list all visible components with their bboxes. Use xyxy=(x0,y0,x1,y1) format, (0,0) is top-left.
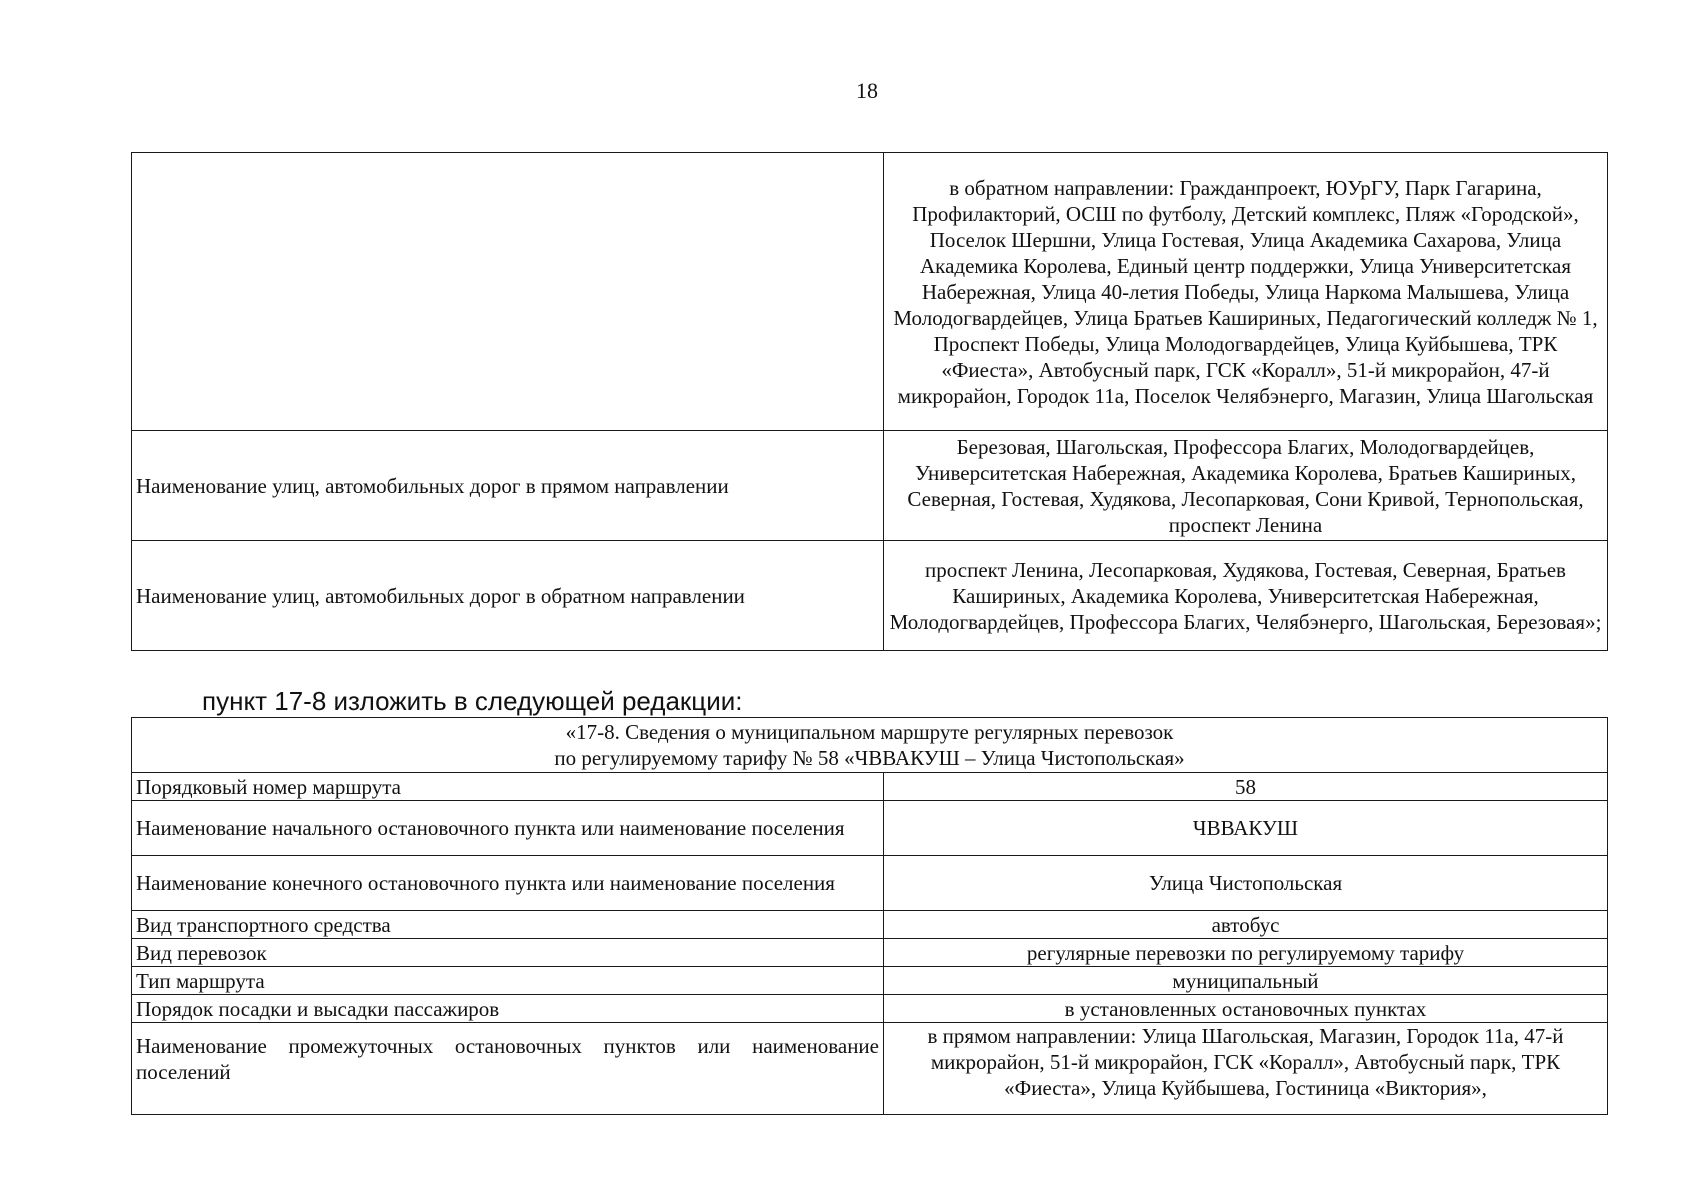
reverse-streets-label: Наименование улиц, автомобильных дорог в обратном направлении xyxy=(132,541,884,651)
amendment-instruction: пункт 17-8 изложить в следующей редакции: xyxy=(202,686,743,716)
route-type-value: муниципальный xyxy=(884,967,1608,995)
page-number: 18 xyxy=(856,78,878,103)
title-line-1: «17-8. Сведения о муниципальном маршруте регулярных перевозок xyxy=(565,720,1174,744)
route-streets-table xyxy=(131,152,1608,651)
table-row xyxy=(132,773,1608,801)
intermediate-stops-label xyxy=(132,1023,884,1115)
start-stop-label xyxy=(132,801,884,856)
empty-label-cell xyxy=(132,153,884,431)
start-stop-label-text: Наименование начального остановочного пункта или наименование поселения xyxy=(136,816,845,840)
route-type-label: Тип маршрута xyxy=(132,967,884,995)
transport-kind-value: регулярные перевозки по регулируемому тарифу xyxy=(884,939,1608,967)
end-stop-value: Улица Чистопольская xyxy=(884,856,1608,911)
table-row xyxy=(132,431,1608,541)
route-number-label: Порядковый номер маршрута xyxy=(132,773,884,801)
forward-streets-label: Наименование улиц, автомобильных дорог в прямом направлении xyxy=(132,431,884,541)
vehicle-type-label: Вид транспортного средства xyxy=(132,911,884,939)
end-stop-label xyxy=(132,856,884,911)
end-stop-label-text: Наименование конечного остановочного пункта или наименование поселения xyxy=(136,871,835,895)
title-line-2: по регулируемому тарифу № 58 «ЧВВАКУШ – Улица Чистопольская» xyxy=(554,746,1185,770)
intermediate-stops-label-text: Наименование промежуточных остановочных пунктов или наименование поселений xyxy=(136,1034,879,1084)
boarding-order-value: в установленных остановочных пунктах xyxy=(884,995,1608,1023)
reverse-stops-cell: в обратном направлении: Гражданпроект, ЮУрГУ, Парк Гагарина, Профилакторий, ОСШ по футболу, Детский комплекс, Пляж «Городской», Поселок Шершни, Улица Гостевая, Улица Академика Сахарова, Улица Академика Королева, Единый центр поддержки, Улица Университетская Набережная, Улица 40-летия Победы, Улица Наркома Малышева, Улица Молодогвардейцев, Улица Братьев Кашириных, Педагогический колледж № 1, Проспект Победы, Улица Молодогвардейцев, Улица Куйбышева, ТРК «Фиеста», Автобусный парк, ГСК «Коралл», 51-й микрорайон, 47-й микрорайон, Городок 11а, Поселок Челябэнерго, Магазин, Улица Шагольская xyxy=(884,153,1608,431)
table-row xyxy=(132,153,1608,431)
route-number-value: 58 xyxy=(884,773,1608,801)
table-row xyxy=(132,967,1608,995)
route-58-table xyxy=(131,717,1608,1115)
table-title xyxy=(132,718,1608,773)
transport-kind-label: Вид перевозок xyxy=(132,939,884,967)
start-stop-value: ЧВВАКУШ xyxy=(884,801,1608,856)
table-row xyxy=(132,995,1608,1023)
table-row xyxy=(132,856,1608,911)
table-row xyxy=(132,801,1608,856)
table-row xyxy=(132,541,1608,651)
table-title-row xyxy=(132,718,1608,773)
table-row xyxy=(132,939,1608,967)
table-row xyxy=(132,1023,1608,1115)
intermediate-stops-value: в прямом направлении: Улица Шагольская, Магазин, Городок 11а, 47-й микрорайон, 51-й микрорайон, ГСК «Коралл», Автобусный парк, ТРК «Фиеста», Улица Куйбышева, Гостиница «Виктория», xyxy=(884,1023,1608,1115)
table-row xyxy=(132,911,1608,939)
boarding-order-label: Порядок посадки и высадки пассажиров xyxy=(132,995,884,1023)
vehicle-type-value: автобус xyxy=(884,911,1608,939)
reverse-streets-value: проспект Ленина, Лесопарковая, Худякова, Гостевая, Северная, Братьев Кашириных, Академика Королева, Университетская Набережная, Молодогвардейцев, Профессора Благих, Челябэнерго, Шагольская, Березовая»; xyxy=(884,541,1608,651)
forward-streets-value: Березовая, Шагольская, Профессора Благих, Молодогвардейцев, Университетская Набережная, Академика Королева, Братьев Кашириных, Северная, Гостевая, Худякова, Лесопарковая, Сони Кривой, Тернопольская, проспект Ленина xyxy=(884,431,1608,541)
